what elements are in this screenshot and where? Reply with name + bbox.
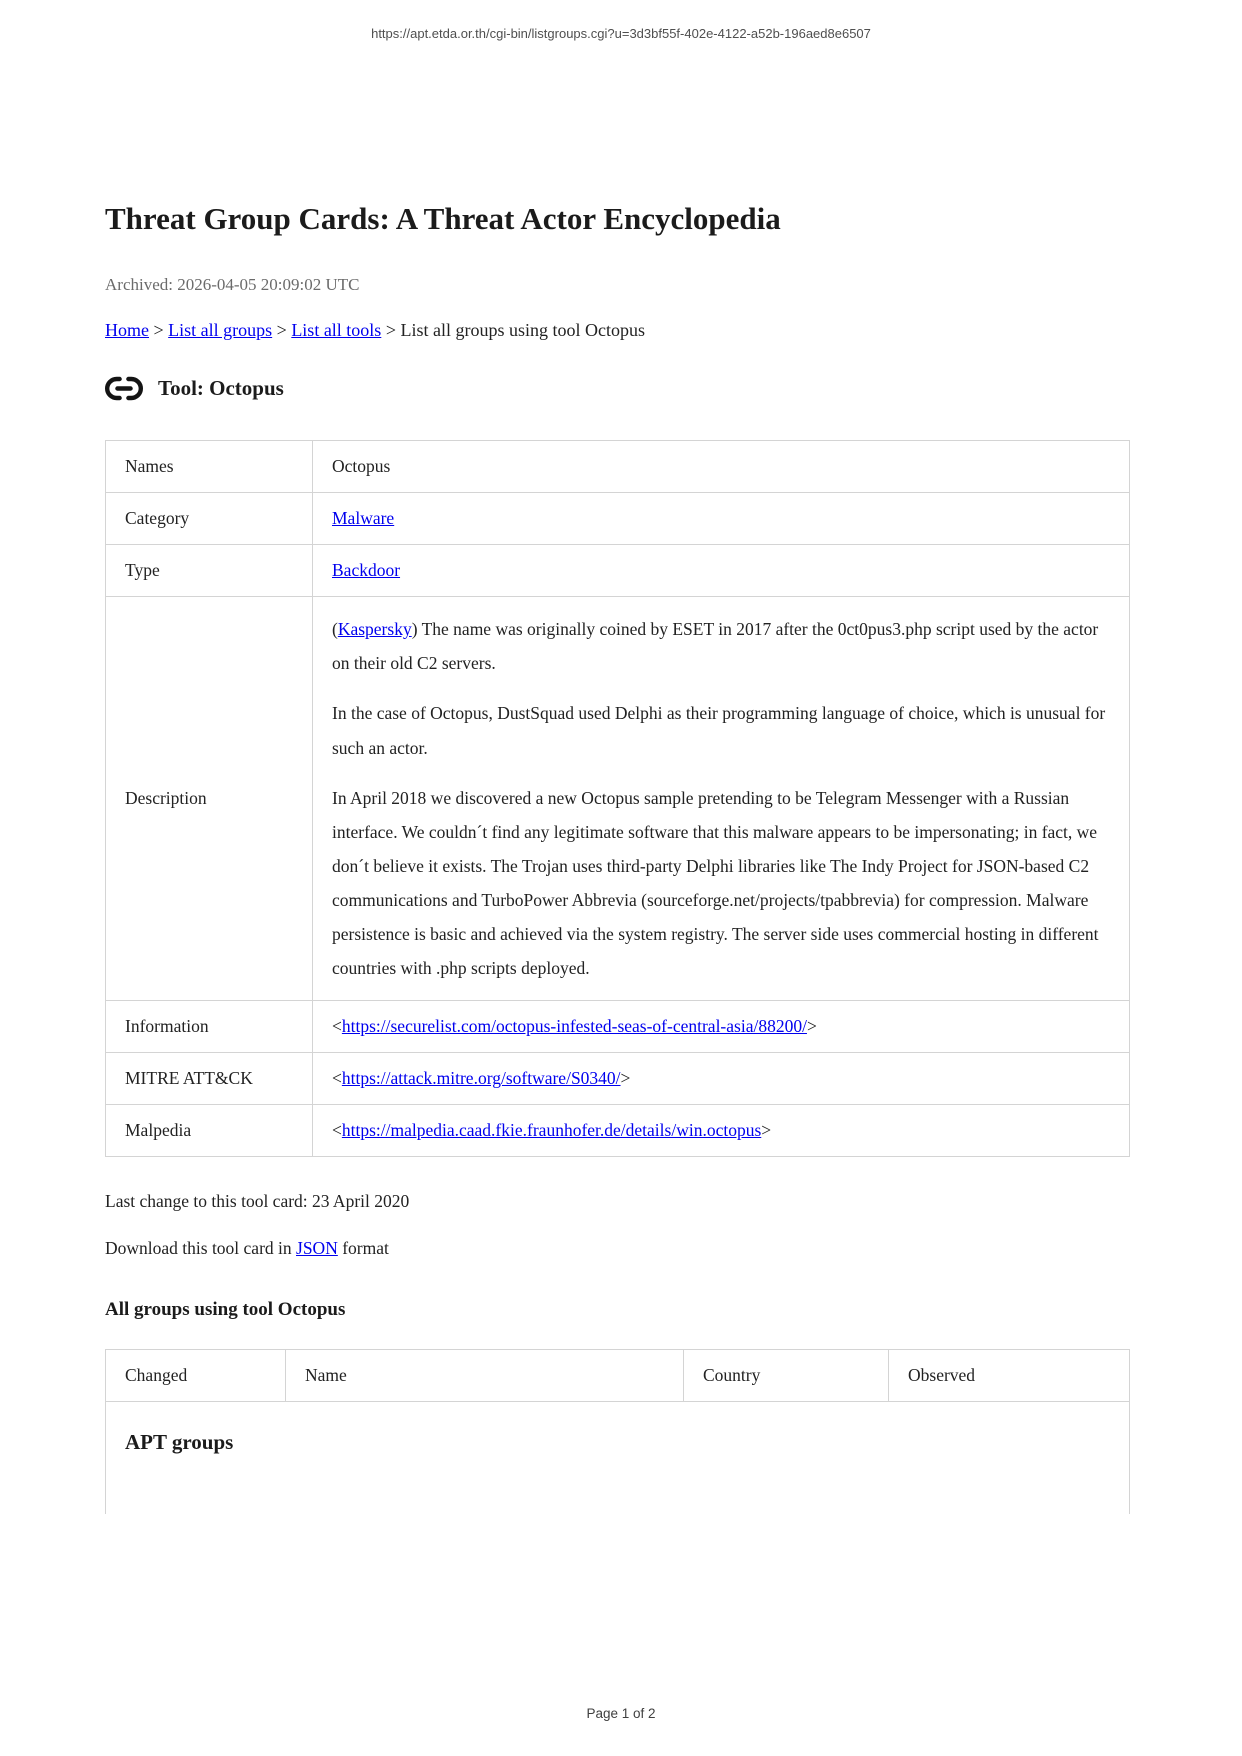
kaspersky-link[interactable]: Kaspersky (337, 619, 412, 640)
breadcrumb-separator: > (153, 320, 164, 341)
download-suffix: format (337, 1238, 389, 1259)
angle-open: < (332, 1068, 342, 1089)
malpedia-url-link[interactable]: https://malpedia.caad.fkie.fraunhofer.de/details/win.octopus (341, 1120, 762, 1141)
groups-table-header-row (106, 1350, 1130, 1402)
description-paragraph-3: In April 2018 we discovered a new Octopus sample pretending to be Telegram Messenger with a Russian interface. We couldn´t find any legitimate software that this malware appears to be impersonating; in fact, we don´t believe it exists. The Trojan uses third-party Delphi libraries like The Indy Project for JSON-based C2 communications and TurboPower Abbrevia (sourceforge.net/projects/tpabbrevia) for compression. Malware persistence is basic and achieved via the system registry. The server side uses commercial hosting in different countries with .php scripts deployed. (332, 787, 1099, 979)
column-header-name: Name (286, 1350, 684, 1402)
names-label: Names (106, 441, 313, 493)
description-label: Description (106, 597, 313, 1001)
page-content (105, 0, 1130, 1514)
apt-groups-cell (106, 1402, 1130, 1514)
table-row-category (106, 493, 1130, 545)
table-row-names (106, 441, 1130, 493)
names-value: Octopus (313, 441, 1130, 493)
type-backdoor-link[interactable]: Backdoor (332, 560, 401, 581)
all-groups-heading: All groups using tool Octopus (105, 1299, 346, 1321)
print-url: https://apt.etda.or.th/cgi-bin/listgroups.cgi?u=3d3bf55f-402e-4122-a52b-196aed8e6507 (371, 26, 871, 41)
groups-table (105, 1349, 1130, 1514)
breadcrumb-link-list-all-tools[interactable]: List all tools (291, 320, 382, 341)
description-paragraph-1 (332, 612, 1110, 680)
category-label: Category (106, 493, 313, 545)
category-value (313, 493, 1130, 545)
tool-heading (105, 375, 1130, 402)
column-header-country: Country (684, 1350, 889, 1402)
column-header-changed: Changed (106, 1350, 286, 1402)
table-row-mitre (106, 1053, 1130, 1105)
breadcrumb-separator: > (276, 320, 287, 341)
table-row-malpedia (106, 1105, 1130, 1157)
link-icon (105, 375, 143, 402)
column-header-observed: Observed (889, 1350, 1130, 1402)
page-title: Threat Group Cards: A Threat Actor Encyclopedia (105, 201, 781, 236)
description-paragraph-1-text: ) The name was originally coined by ESET in 2017 after the 0ct0pus3.php script used by the actor on their old C2 servers. (332, 619, 1099, 674)
table-row-description (106, 597, 1130, 1001)
information-label: Information (106, 1001, 313, 1053)
description-paragraph-2: In the case of Octopus, DustSquad used Delphi as their programming language of choice, which is unusual for such an actor. (332, 703, 1106, 758)
type-label: Type (106, 545, 313, 597)
breadcrumb (105, 320, 1130, 341)
table-row-type (106, 545, 1130, 597)
description-value (313, 597, 1130, 1001)
apt-groups-heading: APT groups (125, 1430, 234, 1455)
page-number: Page 1 of 2 (586, 1706, 656, 1721)
download-line (105, 1238, 1130, 1259)
type-value (313, 545, 1130, 597)
mitre-value (313, 1053, 1130, 1105)
download-json-link[interactable]: JSON (296, 1238, 338, 1259)
angle-close: > (620, 1068, 631, 1089)
mitre-label: MITRE ATT&CK (106, 1053, 313, 1105)
paren-open: ( (332, 619, 338, 640)
angle-close: > (806, 1016, 817, 1037)
breadcrumb-link-list-all-groups[interactable]: List all groups (168, 320, 273, 341)
breadcrumb-current: List all groups using tool Octopus (400, 320, 645, 341)
category-malware-link[interactable]: Malware (332, 508, 395, 529)
information-value (313, 1001, 1130, 1053)
tool-card-table (105, 440, 1130, 1157)
breadcrumb-separator: > (385, 320, 396, 341)
breadcrumb-link-home[interactable]: Home (105, 320, 149, 341)
last-change-text: Last change to this tool card: 23 April 2020 (105, 1191, 410, 1212)
information-url-link[interactable]: https://securelist.com/octopus-infested-seas-of-central-asia/88200/ (341, 1016, 807, 1037)
malpedia-label: Malpedia (106, 1105, 313, 1157)
angle-close: > (761, 1120, 772, 1141)
archived-timestamp: Archived: 2026-04-05 20:09:02 UTC (105, 275, 360, 295)
table-row-information (106, 1001, 1130, 1053)
malpedia-value (313, 1105, 1130, 1157)
tool-heading-text: Tool: Octopus (158, 376, 284, 401)
angle-open: < (332, 1016, 342, 1037)
angle-open: < (332, 1120, 342, 1141)
mitre-url-link[interactable]: https://attack.mitre.org/software/S0340/ (341, 1068, 621, 1089)
download-prefix: Download this tool card in (105, 1238, 297, 1259)
groups-table-section-row (106, 1402, 1130, 1514)
